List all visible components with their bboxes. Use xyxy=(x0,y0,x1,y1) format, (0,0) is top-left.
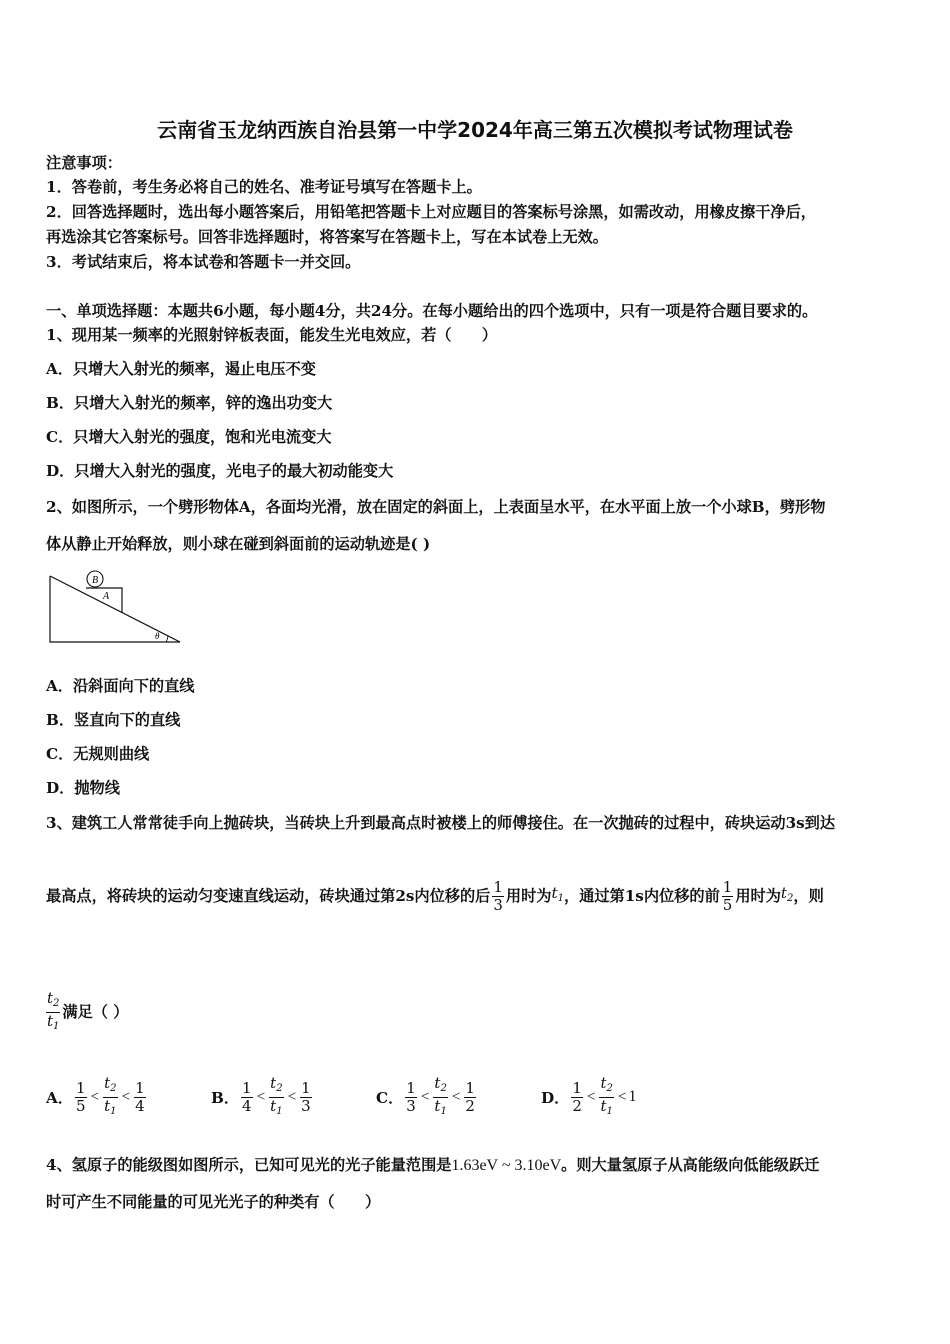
q2-stem-line1: 2、如图所示，一个劈形物体A，各面均光滑，放在固定的斜面上，上表面呈水平，在水平面上放一个小球B，劈形物 xyxy=(46,498,826,516)
notice-item: 3．考试结束后，将本试卷和答题卡一并交回。 xyxy=(46,253,361,271)
var-t1: $t_1$ xyxy=(551,884,564,904)
q4-stem-line1: 4、氢原子的能级图如图所示，已知可见光的光子能量范围是1.63eV ~ 3.10eV。则大量氢原子从高能级向低能级跃迁 xyxy=(46,1156,820,1174)
q3-stem-line2 xyxy=(46,876,824,916)
q1-stem: 1、现用某一频率的光照射锌板表面，能发生光电效应，若（ ） xyxy=(46,326,498,344)
q3-option-b: B． $\frac{1}{4}$ < $\frac{t_2}{t_1}$ < $\frac{1}{3}$ xyxy=(211,1072,314,1122)
fraction-one-third: $\frac{1}{3}$ xyxy=(493,877,503,914)
q2-option-c: C．无规则曲线 xyxy=(46,745,150,763)
wedge-label: A xyxy=(102,591,110,602)
q3-option-d: D． $\frac{1}{2}$ < $\frac{t_2}{t_1}$ < 1 xyxy=(541,1072,636,1122)
q3-option-a: A． $\frac{1}{5}$ < $\frac{t_2}{t_1}$ < $\frac{1}{4}$ xyxy=(46,1072,148,1122)
q3-text: 最高点，将砖块的运动匀变速直线运动，砖块通过第2s内位移的后 xyxy=(46,887,491,905)
q2-incline-figure xyxy=(44,566,186,648)
q3-option-c: C． $\frac{1}{3}$ < $\frac{t_2}{t_1}$ < $\frac{1}{2}$ xyxy=(376,1072,478,1122)
ratio-t2-over-t1: $\frac{t_2}{t_1}$ xyxy=(46,990,60,1035)
q2-stem-line2: 体从静止开始释放，则小球在碰到斜面前的运动轨迹是( ) xyxy=(46,535,431,553)
q3-text: 满足（ ） xyxy=(62,1003,129,1021)
q3-text: 用时为 xyxy=(735,887,781,905)
notice-heading: 注意事项： xyxy=(46,154,122,172)
q3-stem-line1: 3、建筑工人常常徒手向上抛砖块，当砖块上升到最高点时被楼上的师傅接住。在一次抛砖的过程中，砖块运动3s到达 xyxy=(46,814,836,832)
q3-text: ，通过第1s内位移的前 xyxy=(563,887,720,905)
notice-item: 2．回答选择题时，选出每小题答案后，用铅笔把答题卡上对应题目的答案标号涂黑，如需改动，用橡皮擦干净后， xyxy=(46,203,816,221)
q1-option-b: B．只增大入射光的频率，锌的逸出功变大 xyxy=(46,394,333,412)
var-t2: $t_2$ xyxy=(780,884,794,904)
q2-option-d: D．抛物线 xyxy=(46,779,120,797)
section-heading: 一、单项选择题：本题共6小题，每小题4分，共24分。在每小题给出的四个选项中，只有一项是符合题目要求的。 xyxy=(46,302,818,320)
q3-text: 用时为 xyxy=(505,887,552,905)
angle-label: θ xyxy=(155,631,160,641)
page-title: 云南省玉龙纳西族自治县第一中学2024年高三第五次模拟考试物理试卷 xyxy=(157,118,793,142)
fraction-one-fifth: $\frac{1}{5}$ xyxy=(722,877,733,914)
q1-option-c: C．只增大入射光的强度，饱和光电流变大 xyxy=(46,428,332,446)
q1-option-d: D．只增大入射光的强度，光电子的最大初动能变大 xyxy=(46,462,394,480)
energy-range: 1.63eV ~ 3.10eV xyxy=(451,1157,562,1174)
q1-option-a: A．只增大入射光的频率，遏止电压不变 xyxy=(46,360,316,378)
q2-option-b: B．竖直向下的直线 xyxy=(46,711,181,729)
q2-option-a: A．沿斜面向下的直线 xyxy=(46,677,195,695)
notice-item: 再选涂其它答案标号。回答非选择题时，将答案写在答题卡上，写在本试卷上无效。 xyxy=(46,228,608,246)
notice-item: 1．答卷前，考生务必将自己的姓名、准考证号填写在答题卡上。 xyxy=(46,178,482,196)
q4-stem-line2: 时可产生不同能量的可见光光子的种类有（ ） xyxy=(46,1193,381,1211)
q3-stem-line3 xyxy=(44,990,128,1034)
q3-text: ，则 xyxy=(793,887,824,905)
ball-label: B xyxy=(91,575,99,586)
